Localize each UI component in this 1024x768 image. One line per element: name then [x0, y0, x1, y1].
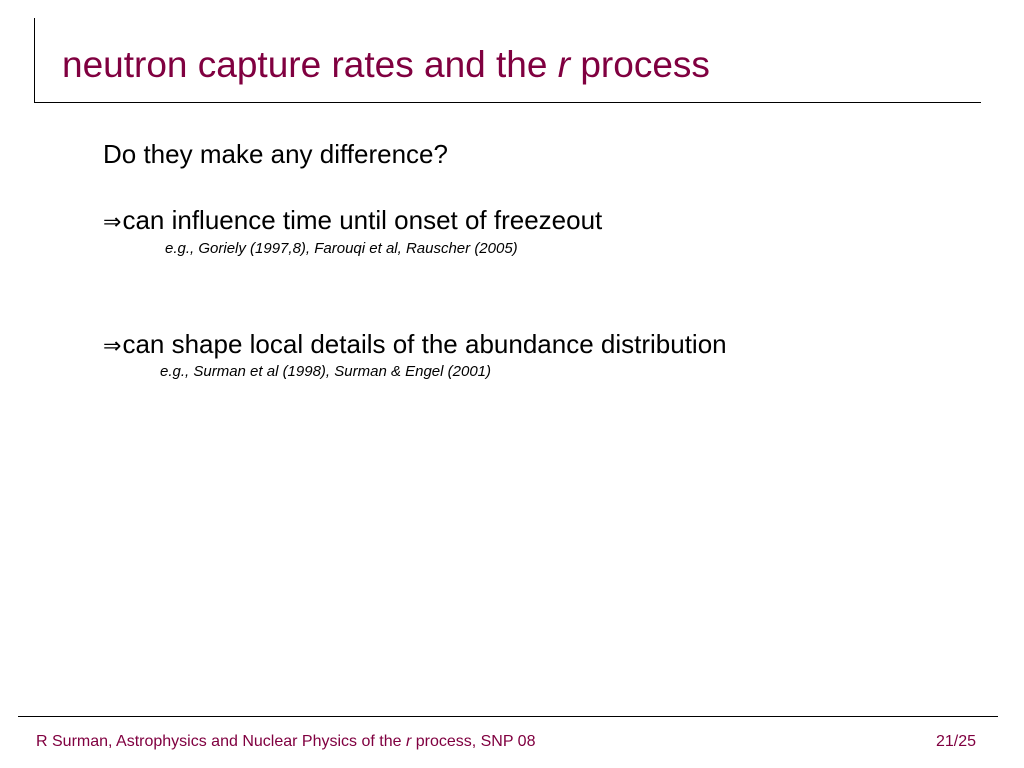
point-2-text: can shape local details of the abundance distribution — [122, 329, 727, 359]
footer-rule — [18, 716, 998, 717]
question-line: Do they make any difference? — [103, 139, 448, 169]
point-1 — [103, 204, 602, 239]
footer-citation — [36, 731, 535, 753]
footer-citation-text-end: process, SNP 08 — [411, 733, 536, 750]
slide-title-italic-r: r — [557, 44, 571, 85]
slide-title-text-end: process — [570, 44, 710, 85]
title-frame-horizontal-rule — [34, 102, 981, 103]
page-number: 21/25 — [935, 733, 976, 750]
point-1-reference: e.g., Goriely (1997,8), Farouqi et al, Rauscher (2005) — [165, 240, 518, 257]
implies-arrow-icon: ⇒ — [103, 210, 122, 235]
footer-citation-italic-r: r — [405, 733, 412, 750]
point-2-reference: e.g., Surman et al (1998), Surman & Engel (2001) — [160, 363, 492, 380]
implies-arrow-icon: ⇒ — [103, 334, 122, 359]
point-2 — [103, 328, 727, 363]
slide-title-text: neutron capture rates and the — [62, 44, 558, 85]
title-frame-vertical-rule — [34, 18, 35, 102]
point-1-text: can influence time until onset of freezeout — [122, 205, 603, 235]
footer-citation-text: R Surman, Astrophysics and Nuclear Physics of the — [36, 733, 406, 750]
slide-title — [62, 40, 710, 90]
